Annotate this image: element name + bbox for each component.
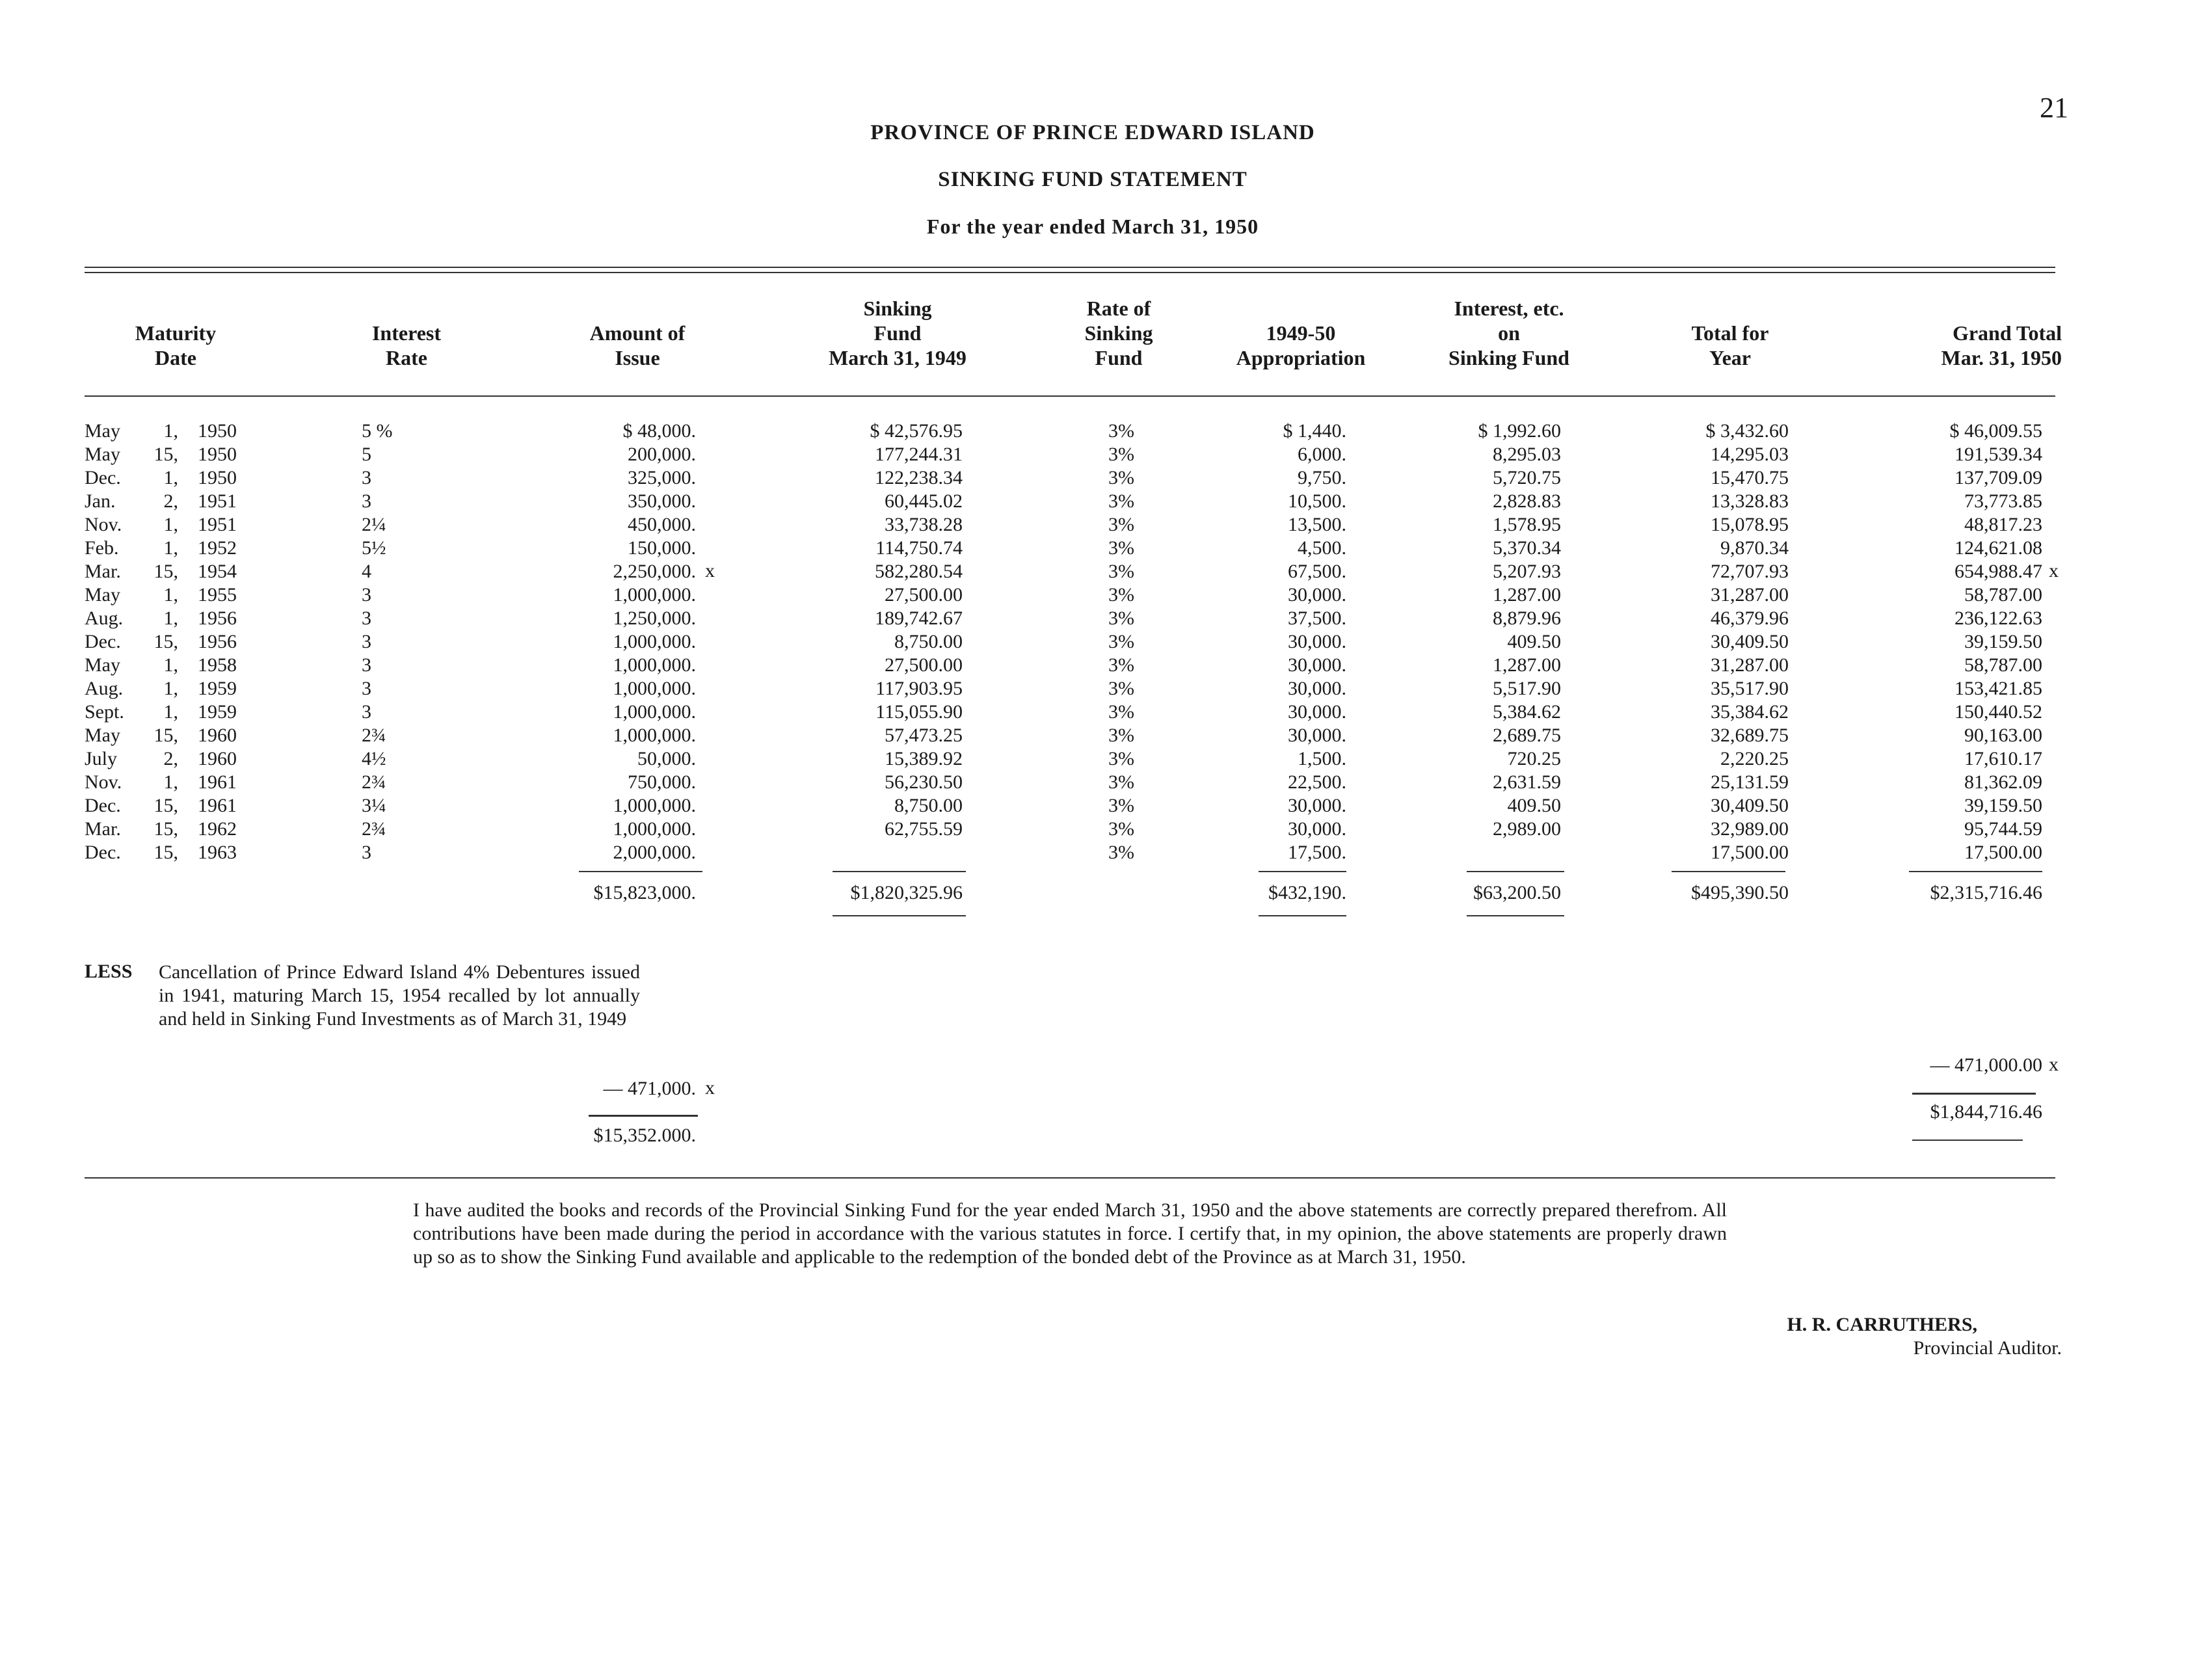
interest-rate: 2¼ <box>362 514 386 535</box>
sinking-fund-1949: 8,750.00 <box>894 795 963 816</box>
grand-total: 39,159.50 <box>1964 631 2042 652</box>
total-for-year: 35,517.90 <box>1711 678 1789 699</box>
maturity-month: May <box>85 420 120 442</box>
interest-rate: 3 <box>362 654 371 676</box>
maturity-year: 1954 <box>198 561 237 582</box>
sinking-fund-rate: 3% <box>1108 584 1134 606</box>
total-for-year: 2,220.25 <box>1720 748 1789 769</box>
maturity-month: Dec. <box>85 795 121 816</box>
appropriation: 17,500. <box>1288 842 1346 863</box>
maturity-year: 1950 <box>198 444 237 465</box>
amount-mark: x <box>705 560 715 581</box>
grand-total: 17,500.00 <box>1964 842 2042 863</box>
maturity-month: Mar. <box>85 818 121 840</box>
sinking-fund-rate: 3% <box>1108 842 1134 863</box>
maturity-month: Dec. <box>85 467 121 488</box>
header-sinking-fund-line: Fund <box>874 321 922 345</box>
maturity-day: 1, <box>163 467 178 488</box>
less-label: LESS <box>85 961 133 982</box>
amount-of-issue: 750,000. <box>628 771 696 793</box>
page-number: 21 <box>2040 92 2068 124</box>
total-for-year: 15,470.75 <box>1711 467 1789 488</box>
interest-rate: 3 <box>362 584 371 606</box>
maturity-day: 15, <box>153 795 178 816</box>
header-interest-rate-line: Interest <box>371 321 442 345</box>
sinking-fund-1949: 114,750.74 <box>875 537 963 559</box>
interest-on-fund: 409.50 <box>1507 795 1561 816</box>
interest-on-fund: 1,287.00 <box>1493 584 1561 606</box>
grand-total: 90,163.00 <box>1964 725 2042 746</box>
total-approp-rule-below <box>1259 915 1346 916</box>
less-grand-net-underline <box>1912 1140 2023 1141</box>
audit-statement: I have audited the books and records of the Provincial Sinking Fund for the year ended March 31, 1950 and the above statements are correctly prepared therefrom. All contributions have been made during the period in accordance with the various statutes in force. I certify that, in my opinion, the above statements are properly drawn up so as to show the Sinking Fund available and applicable to the redemption of the bonded debt of the Province as at March 31, 1950. <box>413 1199 1727 1268</box>
total-interest: $63,200.50 <box>1473 882 1561 903</box>
header-appropriation-line: Appropriation <box>1236 346 1366 369</box>
header-sinking-rate-line: Rate of <box>1086 297 1151 320</box>
total-amount: $15,823,000. <box>593 882 696 903</box>
amount-of-issue: 1,250,000. <box>613 607 696 629</box>
header-sinking-fund-line: March 31, 1949 <box>829 346 967 369</box>
total-grand: $2,315,716.46 <box>1930 882 2042 903</box>
grand-total: 236,122.63 <box>1955 607 2042 629</box>
maturity-month: Dec. <box>85 631 121 652</box>
grand-total: 73,773.85 <box>1964 490 2042 512</box>
maturity-month: Mar. <box>85 561 121 582</box>
interest-rate: 3 <box>362 701 371 723</box>
maturity-year: 1961 <box>198 795 237 816</box>
header-interest-rate-line: Rate <box>386 346 427 369</box>
appropriation: 30,000. <box>1288 795 1346 816</box>
sinking-fund-1949: 115,055.90 <box>875 701 963 723</box>
less-description: Cancellation of Prince Edward Island 4% Debentures issued in 1941, maturing March 15, 1954 recalled by lot annually and held in Sinking Fund Investments as of March 31, 1949 <box>159 961 640 1030</box>
interest-rate: 5½ <box>362 537 386 559</box>
maturity-year: 1961 <box>198 771 237 793</box>
interest-on-fund: 2,631.59 <box>1493 771 1561 793</box>
grand-total: 39,159.50 <box>1964 795 2042 816</box>
maturity-month: Nov. <box>85 771 122 793</box>
document-subtitle: SINKING FUND STATEMENT <box>938 168 1247 191</box>
header-sinking-rate-line: Fund <box>1095 346 1143 369</box>
maturity-day: 1, <box>163 678 178 699</box>
maturity-month: May <box>85 725 120 746</box>
total-sinking-rule-above <box>833 871 966 872</box>
interest-rate: 3 <box>362 631 371 652</box>
sinking-fund-rate: 3% <box>1108 537 1134 559</box>
total-for-year: $ 3,432.60 <box>1705 420 1789 442</box>
maturity-year: 1952 <box>198 537 237 559</box>
appropriation: 4,500. <box>1298 537 1346 559</box>
interest-on-fund: 5,720.75 <box>1493 467 1561 488</box>
footer-rule <box>85 1177 2055 1179</box>
maturity-year: 1955 <box>198 584 237 606</box>
header-grand-total-line: Grand Total <box>1952 321 2062 345</box>
maturity-month: Feb. <box>85 537 119 559</box>
header-amount-line: Issue <box>615 346 660 369</box>
sinking-fund-rate: 3% <box>1108 771 1134 793</box>
sinking-fund-1949: 27,500.00 <box>885 654 963 676</box>
grand-total: 48,817.23 <box>1964 514 2042 535</box>
maturity-month: Sept. <box>85 701 124 723</box>
appropriation: 30,000. <box>1288 678 1346 699</box>
sinking-fund-1949: $ 42,576.95 <box>870 420 963 442</box>
header-maturity-line: Date <box>155 346 196 369</box>
sinking-fund-1949: 177,244.31 <box>875 444 963 465</box>
maturity-day: 15, <box>153 818 178 840</box>
interest-on-fund: 1,287.00 <box>1493 654 1561 676</box>
sinking-fund-rate: 3% <box>1108 725 1134 746</box>
interest-on-fund: 720.25 <box>1507 748 1561 769</box>
grand-total: 58,787.00 <box>1964 654 2042 676</box>
top-double-rule-1 <box>85 267 2055 268</box>
appropriation: 22,500. <box>1288 771 1346 793</box>
less-grand-mark: x <box>2049 1054 2059 1075</box>
total-for-year: 30,409.50 <box>1711 795 1789 816</box>
maturity-year: 1958 <box>198 654 237 676</box>
total-grand-rule-above <box>1909 871 2042 872</box>
sinking-fund-1949: 57,473.25 <box>885 725 963 746</box>
amount-of-issue: 1,000,000. <box>613 725 696 746</box>
sinking-fund-rate: 3% <box>1108 561 1134 582</box>
total-for-year: 14,295.03 <box>1711 444 1789 465</box>
amount-of-issue: 1,000,000. <box>613 631 696 652</box>
sinking-fund-rate: 3% <box>1108 490 1134 512</box>
interest-on-fund: 8,295.03 <box>1493 444 1561 465</box>
total-for-year: 35,384.62 <box>1711 701 1789 723</box>
header-grand-total-line: Mar. 31, 1950 <box>1941 346 2062 369</box>
less-grand-net: $1,844,716.46 <box>1930 1101 2042 1123</box>
total-approp-rule-above <box>1259 871 1346 872</box>
sinking-fund-rate: 3% <box>1108 748 1134 769</box>
total-for-year: 15,078.95 <box>1711 514 1789 535</box>
maturity-year: 1959 <box>198 678 237 699</box>
sinking-fund-rate: 3% <box>1108 654 1134 676</box>
maturity-day: 15, <box>153 631 178 652</box>
maturity-day: 1, <box>163 771 178 793</box>
interest-rate: 5 <box>362 444 371 465</box>
sinking-fund-1949: 56,230.50 <box>885 771 963 793</box>
header-interest-fund-line: Interest, etc. <box>1454 297 1564 320</box>
total-total: $495,390.50 <box>1691 882 1789 903</box>
appropriation: 9,750. <box>1298 467 1346 488</box>
grand-mark: x <box>2049 560 2059 581</box>
appropriation: 6,000. <box>1298 444 1346 465</box>
less-amount-underline <box>589 1115 698 1117</box>
amount-of-issue: 2,000,000. <box>613 842 696 863</box>
amount-of-issue: $ 48,000. <box>622 420 696 442</box>
grand-total: 95,744.59 <box>1964 818 2042 840</box>
interest-on-fund: 2,828.83 <box>1493 490 1561 512</box>
sinking-fund-rate: 3% <box>1108 607 1134 629</box>
less-grand-underline <box>1912 1093 2036 1095</box>
interest-on-fund: 5,384.62 <box>1493 701 1561 723</box>
grand-total: 58,787.00 <box>1964 584 2042 606</box>
maturity-month: Nov. <box>85 514 122 535</box>
maturity-day: 15, <box>153 561 178 582</box>
appropriation: 37,500. <box>1288 607 1346 629</box>
document-period: For the year ended March 31, 1950 <box>926 215 1259 238</box>
maturity-day: 15, <box>153 725 178 746</box>
sinking-fund-rate: 3% <box>1108 514 1134 535</box>
appropriation: $ 1,440. <box>1283 420 1346 442</box>
maturity-day: 1, <box>163 537 178 559</box>
maturity-month: July <box>85 748 118 769</box>
signer-title: Provincial Auditor. <box>1913 1337 2062 1359</box>
maturity-month: May <box>85 584 120 606</box>
sinking-fund-1949: 33,738.28 <box>885 514 963 535</box>
header-amount-line: Amount of <box>589 321 686 345</box>
interest-rate: 4 <box>362 561 371 582</box>
header-interest-fund-line: Sinking Fund <box>1448 346 1569 369</box>
appropriation: 30,000. <box>1288 584 1346 606</box>
amount-of-issue: 1,000,000. <box>613 701 696 723</box>
grand-total: $ 46,009.55 <box>1949 420 2042 442</box>
grand-total: 17,610.17 <box>1964 748 2042 769</box>
maturity-month: May <box>85 654 120 676</box>
interest-rate: 2¾ <box>362 818 386 840</box>
interest-on-fund: 1,578.95 <box>1493 514 1561 535</box>
total-for-year: 17,500.00 <box>1711 842 1789 863</box>
interest-rate: 3¼ <box>362 795 386 816</box>
grand-total: 150,440.52 <box>1955 701 2042 723</box>
header-appropriation-line: 1949-50 <box>1266 321 1336 345</box>
sinking-fund-1949: 582,280.54 <box>875 561 963 582</box>
header-interest-fund-line: on <box>1498 321 1520 345</box>
interest-on-fund: $ 1,992.60 <box>1478 420 1561 442</box>
total-for-year: 30,409.50 <box>1711 631 1789 652</box>
sinking-fund-1949: 117,903.95 <box>875 678 963 699</box>
total-total-rule-above <box>1672 871 1785 872</box>
appropriation: 30,000. <box>1288 818 1346 840</box>
amount-of-issue: 450,000. <box>628 514 696 535</box>
interest-rate: 2¾ <box>362 771 386 793</box>
amount-of-issue: 1,000,000. <box>613 818 696 840</box>
interest-rate: 3 <box>362 678 371 699</box>
total-approp: $432,190. <box>1268 882 1346 903</box>
appropriation: 30,000. <box>1288 725 1346 746</box>
less-amount-deduction: — 471,000. <box>603 1078 696 1099</box>
sinking-fund-rate: 3% <box>1108 631 1134 652</box>
total-sinking-rule-below <box>833 915 966 916</box>
sinking-fund-1949: 15,389.92 <box>885 748 963 769</box>
interest-on-fund: 2,689.75 <box>1493 725 1561 746</box>
maturity-day: 15, <box>153 842 178 863</box>
total-interest-rule-below <box>1467 915 1564 916</box>
header-sinking-rate-line: Sinking <box>1084 321 1153 345</box>
interest-rate: 3 <box>362 490 371 512</box>
total-amount-rule-above <box>579 871 702 872</box>
sinking-fund-rate: 3% <box>1108 678 1134 699</box>
appropriation: 10,500. <box>1288 490 1346 512</box>
less-grand-deduction: — 471,000.00 <box>1930 1054 2042 1076</box>
maturity-year: 1950 <box>198 467 237 488</box>
header-rule <box>85 395 2055 397</box>
sinking-fund-rate: 3% <box>1108 818 1134 840</box>
interest-rate: 3 <box>362 467 371 488</box>
sinking-fund-rate: 3% <box>1108 795 1134 816</box>
total-for-year: 31,287.00 <box>1711 584 1789 606</box>
interest-on-fund: 409.50 <box>1507 631 1561 652</box>
interest-rate: 2¾ <box>362 725 386 746</box>
interest-on-fund: 5,207.93 <box>1493 561 1561 582</box>
maturity-month: May <box>85 444 120 465</box>
signer-name: H. R. CARRUTHERS, <box>1787 1314 1977 1335</box>
top-double-rule-2 <box>85 272 2055 273</box>
maturity-month: Dec. <box>85 842 121 863</box>
amount-of-issue: 50,000. <box>637 748 696 769</box>
amount-of-issue: 150,000. <box>628 537 696 559</box>
maturity-year: 1959 <box>198 701 237 723</box>
grand-total: 153,421.85 <box>1955 678 2042 699</box>
total-for-year: 31,287.00 <box>1711 654 1789 676</box>
amount-of-issue: 1,000,000. <box>613 678 696 699</box>
maturity-year: 1951 <box>198 514 237 535</box>
appropriation: 67,500. <box>1288 561 1346 582</box>
maturity-day: 2, <box>163 748 178 769</box>
maturity-year: 1960 <box>198 725 237 746</box>
sinking-fund-rate: 3% <box>1108 444 1134 465</box>
maturity-month: Aug. <box>85 678 124 699</box>
maturity-day: 1, <box>163 701 178 723</box>
sinking-fund-1949: 62,755.59 <box>885 818 963 840</box>
total-for-year: 32,689.75 <box>1711 725 1789 746</box>
amount-of-issue: 1,000,000. <box>613 654 696 676</box>
interest-rate: 3 <box>362 607 371 629</box>
amount-of-issue: 1,000,000. <box>613 584 696 606</box>
amount-of-issue: 200,000. <box>628 444 696 465</box>
maturity-day: 1, <box>163 420 178 442</box>
sinking-fund-1949: 8,750.00 <box>894 631 963 652</box>
grand-total: 81,362.09 <box>1964 771 2042 793</box>
sinking-fund-rate: 3% <box>1108 701 1134 723</box>
total-for-year: 32,989.00 <box>1711 818 1789 840</box>
amount-of-issue: 350,000. <box>628 490 696 512</box>
maturity-year: 1950 <box>198 420 237 442</box>
interest-rate: 5 % <box>362 420 393 442</box>
total-for-year: 25,131.59 <box>1711 771 1789 793</box>
sinking-fund-rate: 3% <box>1108 420 1134 442</box>
less-amount-net: $15,352.000. <box>593 1125 696 1146</box>
sinking-fund-1949: 27,500.00 <box>885 584 963 606</box>
total-interest-rule-above <box>1467 871 1564 872</box>
header-maturity-line: Maturity <box>135 321 217 345</box>
appropriation: 30,000. <box>1288 654 1346 676</box>
appropriation: 30,000. <box>1288 631 1346 652</box>
maturity-day: 1, <box>163 654 178 676</box>
appropriation: 30,000. <box>1288 701 1346 723</box>
total-for-year: 9,870.34 <box>1720 537 1789 559</box>
maturity-day: 1, <box>163 607 178 629</box>
header-total-year-line: Total for <box>1691 321 1769 345</box>
maturity-year: 1956 <box>198 607 237 629</box>
maturity-year: 1962 <box>198 818 237 840</box>
maturity-month: Jan. <box>85 490 116 512</box>
total-sinking: $1,820,325.96 <box>850 882 963 903</box>
maturity-day: 2, <box>163 490 178 512</box>
amount-of-issue: 325,000. <box>628 467 696 488</box>
maturity-day: 1, <box>163 584 178 606</box>
sinking-fund-1949: 60,445.02 <box>885 490 963 512</box>
grand-total: 124,621.08 <box>1955 537 2042 559</box>
document-title: PROVINCE OF PRINCE EDWARD ISLAND <box>870 121 1315 144</box>
sinking-fund-1949: 189,742.67 <box>875 607 963 629</box>
amount-of-issue: 1,000,000. <box>613 795 696 816</box>
interest-on-fund: 8,879.96 <box>1493 607 1561 629</box>
grand-total: 137,709.09 <box>1955 467 2042 488</box>
maturity-month: Aug. <box>85 607 124 629</box>
maturity-year: 1951 <box>198 490 237 512</box>
interest-rate: 3 <box>362 842 371 863</box>
maturity-year: 1963 <box>198 842 237 863</box>
grand-total: 191,539.34 <box>1955 444 2042 465</box>
total-for-year: 46,379.96 <box>1711 607 1789 629</box>
interest-on-fund: 5,517.90 <box>1493 678 1561 699</box>
less-amount-mark: x <box>705 1077 715 1099</box>
sinking-fund-rate: 3% <box>1108 467 1134 488</box>
maturity-day: 1, <box>163 514 178 535</box>
appropriation: 1,500. <box>1298 748 1346 769</box>
sinking-fund-1949: 122,238.34 <box>875 467 963 488</box>
total-for-year: 13,328.83 <box>1711 490 1789 512</box>
interest-on-fund: 5,370.34 <box>1493 537 1561 559</box>
interest-rate: 4½ <box>362 748 386 769</box>
header-sinking-fund-line: Sinking <box>863 297 932 320</box>
maturity-year: 1956 <box>198 631 237 652</box>
header-total-year-line: Year <box>1709 346 1751 369</box>
amount-of-issue: 2,250,000. <box>613 561 696 582</box>
maturity-day: 15, <box>153 444 178 465</box>
maturity-year: 1960 <box>198 748 237 769</box>
interest-on-fund: 2,989.00 <box>1493 818 1561 840</box>
appropriation: 13,500. <box>1288 514 1346 535</box>
total-for-year: 72,707.93 <box>1711 561 1789 582</box>
grand-total: 654,988.47 <box>1955 561 2042 582</box>
